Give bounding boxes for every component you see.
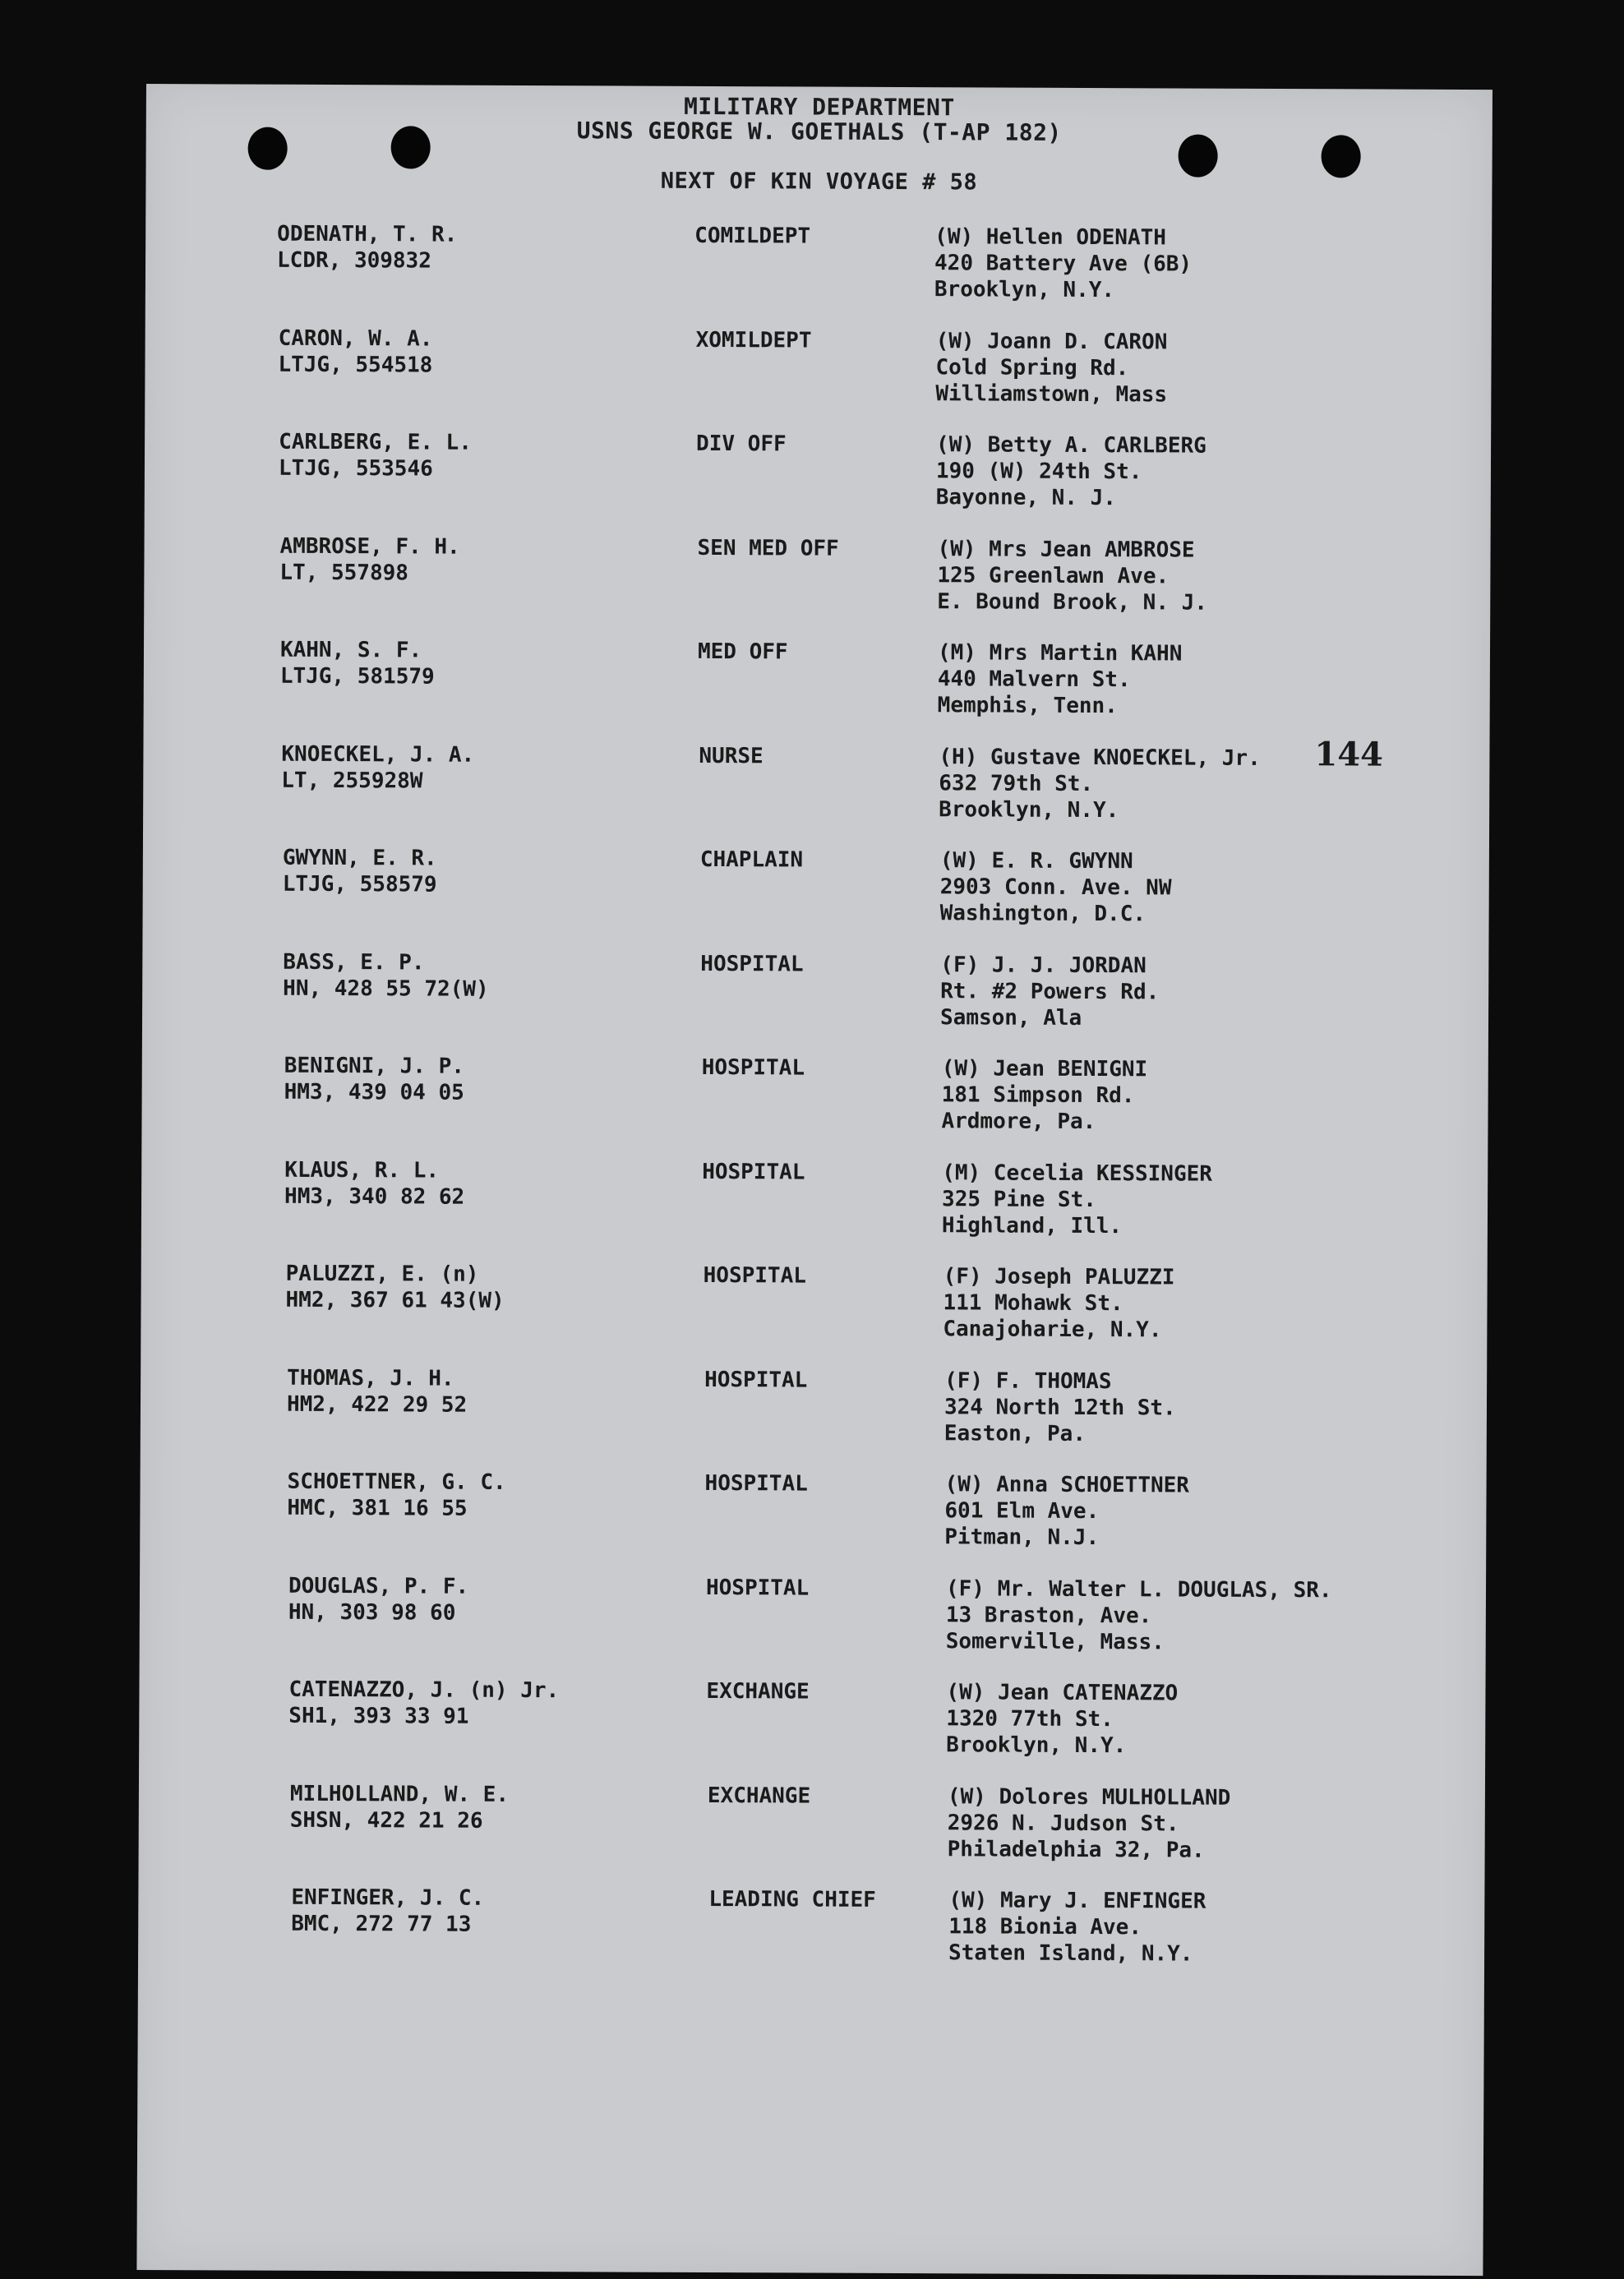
entry-row — [145, 324, 1492, 428]
sailor-duty: DIV OFF — [696, 431, 787, 457]
sailor-rank-service-number: HMC, 381 16 55 — [287, 1495, 468, 1521]
entry-row — [139, 1676, 1486, 1780]
entry-row — [138, 1884, 1485, 1988]
next-of-kin-name: (H) Gustave KNOECKEL, Jr. — [939, 744, 1261, 771]
sailor-duty: LEADING CHIEF — [708, 1887, 876, 1912]
next-of-kin-city: Philadelphia 32, Pa. — [947, 1836, 1205, 1863]
next-of-kin-city: Brooklyn, N.Y. — [934, 277, 1115, 303]
next-of-kin-city: Staten Island, N.Y. — [948, 1940, 1193, 1967]
sailor-name: ENFINGER, J. C. — [291, 1885, 485, 1911]
sailor-rank-service-number: SHSN, 422 21 26 — [289, 1807, 483, 1834]
next-of-kin-name: (F) Mr. Walter L. DOUGLAS, SR. — [945, 1575, 1332, 1603]
next-of-kin-city: Memphis, Tenn. — [937, 693, 1118, 719]
next-of-kin-city: Brooklyn, N.Y. — [946, 1732, 1127, 1759]
next-of-kin-name: (F) F. THOMAS — [944, 1368, 1112, 1394]
sailor-name: CARON, W. A. — [278, 325, 433, 352]
next-of-kin-city: Ardmore, Pa. — [941, 1109, 1096, 1135]
sailor-rank-service-number: HN, 428 55 72(W) — [283, 976, 489, 1002]
sailor-duty: NURSE — [699, 743, 764, 768]
next-of-kin-city: Pitman, N.J. — [944, 1525, 1100, 1551]
next-of-kin-street: 125 Greenlawn Ave. — [937, 562, 1170, 588]
sailor-name: GWYNN, E. R. — [282, 845, 437, 871]
sailor-name: AMBROSE, F. H. — [279, 533, 460, 560]
entry-row — [141, 1052, 1488, 1156]
header-voyage: NEXT OF KIN VOYAGE # 58 — [660, 168, 978, 196]
sailor-name: BASS, E. P. — [283, 949, 425, 975]
next-of-kin-name: (W) Betty A. CARLBERG — [936, 432, 1206, 459]
next-of-kin-name: (F) Joseph PALUZZI — [943, 1264, 1175, 1290]
sailor-name: BENIGNI, J. P. — [284, 1053, 465, 1079]
next-of-kin-name: (W) Mary J. ENFINGER — [948, 1888, 1206, 1914]
sailor-name: CARLBERG, E. L. — [279, 429, 472, 455]
next-of-kin-name: (W) Jean CATENAZZO — [946, 1680, 1179, 1706]
next-of-kin-street: 2903 Conn. Ave. NW — [939, 874, 1172, 901]
entry-row — [141, 1260, 1488, 1364]
next-of-kin-street: 181 Simpson Rd. — [941, 1082, 1135, 1109]
sailor-name: KNOECKEL, J. A. — [281, 741, 475, 768]
sailor-duty: COMILDEPT — [694, 223, 811, 249]
sailor-rank-service-number: LCDR, 309832 — [276, 247, 431, 274]
sailor-duty: HOSPITAL — [704, 1367, 808, 1393]
next-of-kin-name: (M) Mrs Martin KAHN — [937, 640, 1183, 667]
next-of-kin-street: Rt. #2 Powers Rd. — [940, 978, 1160, 1004]
next-of-kin-city: Samson, Ala — [939, 1004, 1082, 1031]
next-of-kin-street: 111 Mohawk St. — [943, 1290, 1123, 1317]
next-of-kin-street: 325 Pine St. — [942, 1186, 1096, 1212]
next-of-kin-city: Washington, D.C. — [939, 901, 1146, 927]
entry-row — [144, 636, 1491, 740]
next-of-kin-city: Easton, Pa. — [943, 1420, 1087, 1446]
next-of-kin-city: Williamstown, Mass — [935, 381, 1168, 407]
page-number: 144 — [1314, 735, 1384, 774]
sailor-rank-service-number: HN, 303 98 60 — [288, 1599, 456, 1626]
entry-row — [142, 948, 1489, 1052]
entry-row — [140, 1468, 1487, 1572]
next-of-kin-street: 632 79th St. — [939, 770, 1094, 796]
sailor-rank-service-number: LT, 557898 — [279, 560, 409, 585]
sailor-name: MILHOLLAND, W. E. — [289, 1781, 510, 1807]
next-of-kin-city: Canajoharie, N.Y. — [943, 1317, 1162, 1343]
next-of-kin-city: Brooklyn, N.Y. — [939, 796, 1119, 823]
entry-row — [142, 844, 1489, 948]
sailor-duty: HOSPITAL — [704, 1470, 808, 1497]
sailor-duty: SEN MED OFF — [697, 535, 839, 561]
header-department: MILITARY DEPARTMENT — [683, 92, 955, 122]
sailor-rank-service-number: HM3, 439 04 05 — [284, 1079, 464, 1105]
next-of-kin-city: Bayonne, N. J. — [935, 485, 1117, 511]
next-of-kin-street: 440 Malvern St. — [937, 667, 1131, 693]
next-of-kin-name: (W) Joann D. CARON — [935, 328, 1168, 354]
next-of-kin-street: 601 Elm Ave. — [944, 1498, 1100, 1525]
sailor-duty: HOSPITAL — [700, 951, 804, 976]
next-of-kin-city: E. Bound Brook, N. J. — [937, 588, 1208, 616]
next-of-kin-name: (F) J. J. JORDAN — [940, 952, 1146, 978]
next-of-kin-street: Cold Spring Rd. — [935, 354, 1129, 381]
sailor-name: CATENAZZO, J. (n) Jr. — [288, 1677, 560, 1704]
entry-row — [141, 1156, 1488, 1260]
sailor-name: PALUZZI, E. (n) — [285, 1261, 479, 1287]
next-of-kin-city: Somerville, Mass. — [945, 1628, 1165, 1654]
entry-row — [140, 1571, 1487, 1676]
sailor-name: DOUGLAS, P. F. — [288, 1573, 469, 1599]
next-of-kin-name: (W) Jean BENIGNI — [941, 1056, 1148, 1082]
entry-row — [141, 1363, 1488, 1468]
sailor-duty: HOSPITAL — [702, 1159, 805, 1185]
entry-row — [145, 220, 1493, 325]
sailor-duty: EXCHANGE — [707, 1783, 811, 1809]
next-of-kin-name: (W) Dolores MULHOLLAND — [947, 1783, 1231, 1811]
header-ship: USNS GEORGE W. GOETHALS (T-AP 182) — [576, 117, 1062, 146]
next-of-kin-city: Highland, Ill. — [941, 1212, 1123, 1239]
document-page — [136, 84, 1493, 2276]
entry-row — [145, 428, 1492, 533]
sailor-name: THOMAS, J. H. — [287, 1365, 454, 1391]
sailor-duty: HOSPITAL — [705, 1575, 810, 1601]
next-of-kin-street: 1320 77th St. — [946, 1706, 1114, 1732]
entry-row — [138, 1779, 1485, 1884]
next-of-kin-name: (W) Hellen ODENATH — [934, 224, 1167, 251]
next-of-kin-street: 324 North 12th St. — [943, 1394, 1176, 1420]
sailor-duty: HOSPITAL — [703, 1262, 806, 1289]
sailor-rank-service-number: LT, 255928W — [281, 768, 423, 793]
sailor-rank-service-number: LTJG, 553546 — [278, 455, 433, 482]
sailor-rank-service-number: LTJG, 558579 — [282, 871, 437, 897]
sailor-rank-service-number: HM3, 340 82 62 — [284, 1183, 465, 1210]
entry-row — [144, 532, 1491, 636]
sailor-rank-service-number: HM2, 422 29 52 — [286, 1391, 468, 1418]
sailor-duty: EXCHANGE — [706, 1678, 810, 1705]
next-of-kin-street: 13 Braston, Ave. — [945, 1602, 1152, 1628]
sailor-duty: MED OFF — [697, 639, 788, 665]
sailor-name: KAHN, S. F. — [279, 637, 422, 663]
next-of-kin-street: 2926 N. Judson St. — [947, 1810, 1179, 1837]
sailor-rank-service-number: LTJG, 554518 — [278, 352, 433, 378]
sailor-name: KLAUS, R. L. — [284, 1157, 440, 1183]
next-of-kin-street: 420 Battery Ave (6B) — [934, 251, 1193, 277]
sailor-duty: XOMILDEPT — [695, 327, 812, 353]
next-of-kin-name: (W) Mrs Jean AMBROSE — [937, 536, 1195, 563]
sailor-rank-service-number: LTJG, 581579 — [279, 663, 435, 690]
next-of-kin-name: (M) Cecelia KESSINGER — [942, 1160, 1213, 1187]
next-of-kin-name: (W) E. R. GWYNN — [939, 848, 1133, 874]
next-of-kin-street: 118 Bionia Ave. — [948, 1914, 1142, 1940]
entry-row — [143, 740, 1490, 844]
sailor-rank-service-number: SH1, 393 33 91 — [288, 1703, 469, 1729]
next-of-kin-street: 190 (W) 24th St. — [935, 459, 1142, 485]
sailor-duty: CHAPLAIN — [699, 847, 804, 873]
sailor-rank-service-number: BMC, 272 77 13 — [291, 1911, 472, 1937]
sailor-name: ODENATH, T. R. — [277, 221, 458, 247]
sailor-rank-service-number: HM2, 367 61 43(W) — [285, 1287, 505, 1313]
next-of-kin-name: (W) Anna SCHOETTNER — [944, 1472, 1190, 1498]
sailor-name: SCHOETTNER, G. C. — [287, 1469, 506, 1495]
sailor-duty: HOSPITAL — [701, 1054, 805, 1081]
